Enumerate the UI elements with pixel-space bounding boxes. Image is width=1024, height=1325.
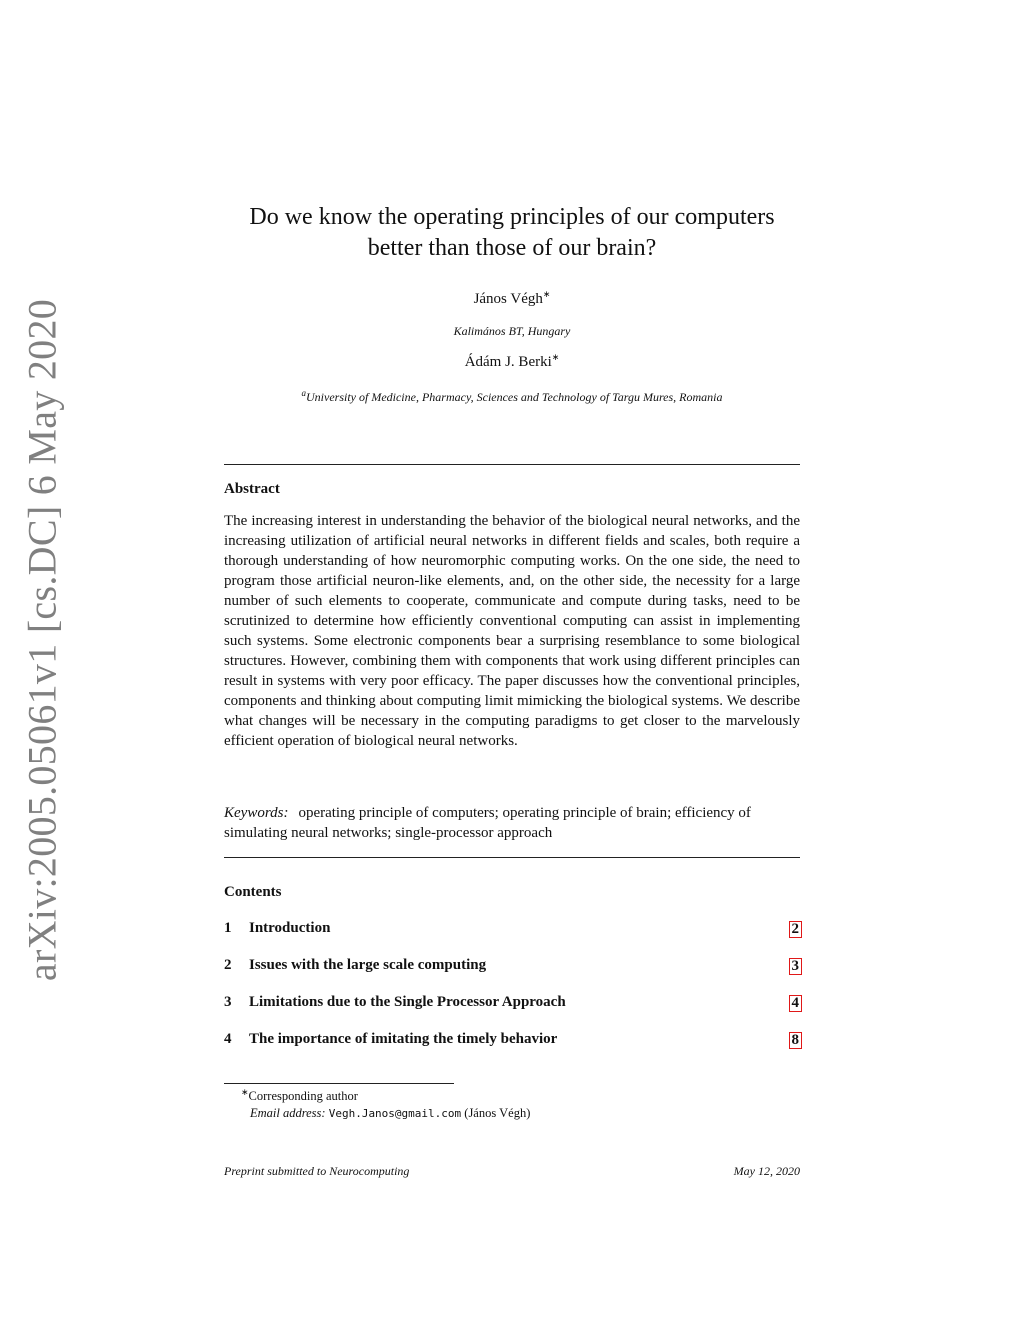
author-2-marker: ∗ xyxy=(551,352,560,362)
toc-entry-introduction[interactable] xyxy=(224,920,804,957)
keywords-text: operating principle of computers; operating principle of brain; efficiency of simulating neural networks; single-processor approach xyxy=(224,805,751,841)
toc-page-link[interactable]: 4 xyxy=(789,995,803,1012)
toc-entry-single-processor-approach[interactable] xyxy=(224,994,804,1031)
toc-number: 4 xyxy=(224,1031,232,1047)
author-1 xyxy=(0,291,1024,308)
abstract-text: The increasing interest in understanding the behavior of the biological neural networks, and the increasing utilization of artificial neural networks in different fields and scales, both require a thorough understanding of how neuromorphic computing works. On the one side, the need to program those artificial neuron-like elements, and, on the other side, the necessity for a large number of such elements to cooperate, communicate and compute during tasks, need to be scrutinized to determine how efficiently conventional computing can assist in implementing such systems. Some electronic components bear a surprising resemblance to some biological structures. However, combining them with components that work using different principles can result in systems with very poor efficacy. The paper discusses how the conventional principles, components and thinking about computing limit mimicking the biological systems. We describe what changes will be necessary in the computing paradigms to get closer to the marvelously efficient operation of biological neural networks. xyxy=(224,513,800,749)
email-link[interactable]: Vegh.Janos@gmail.com xyxy=(328,1107,462,1120)
footnote-corresponding: ∗Corresponding author xyxy=(241,1086,358,1103)
toc-number: 3 xyxy=(224,994,232,1010)
toc-page-link[interactable]: 2 xyxy=(789,921,803,938)
toc-entry-timely-behavior[interactable] xyxy=(224,1031,804,1068)
toc-page-link[interactable]: 3 xyxy=(789,958,803,975)
author-2-affiliation-marker: a xyxy=(301,388,306,398)
toc-title: Limitations due to the Single Processor Approach xyxy=(249,994,566,1010)
title-line-2: better than those of our brain? xyxy=(367,235,657,261)
author-2-affiliation: $^a$University of Medicine, Pharmacy, Sciences and Technology of Targu Mures, Romania xyxy=(301,388,723,404)
title-line-1: Do we know the operating principles of our computers xyxy=(249,204,775,230)
contents-heading: Contents xyxy=(224,884,282,900)
author-1-marker: ∗ xyxy=(542,289,551,299)
toc-number: 1 xyxy=(224,920,232,936)
toc-entry-large-scale-computing[interactable] xyxy=(224,957,804,994)
author-1-affiliation: Kalimános BT, Hungary xyxy=(453,324,571,338)
paper-title xyxy=(160,202,864,264)
keywords-label: Keywords: xyxy=(224,805,289,821)
abstract-bottom-rule xyxy=(224,857,800,858)
email-owner: (János Végh) xyxy=(464,1106,531,1120)
author-2 xyxy=(0,354,1024,371)
abstract-top-rule xyxy=(224,464,800,465)
footnote-rule xyxy=(224,1083,454,1084)
email-label: Email address: xyxy=(250,1106,326,1120)
footnote-email xyxy=(224,1105,800,1122)
keywords xyxy=(224,803,800,843)
toc-page-link[interactable]: 8 xyxy=(789,1032,803,1049)
table-of-contents xyxy=(224,920,804,1068)
footer-date: May 12, 2020 xyxy=(733,1164,800,1178)
footnote-marker: ∗ xyxy=(241,1086,249,1097)
footnote xyxy=(224,1088,800,1122)
footer-preprint-note: Preprint submitted to Neurocomputing xyxy=(224,1164,410,1178)
abstract-heading: Abstract xyxy=(224,481,280,497)
toc-title: The importance of imitating the timely behavior xyxy=(249,1031,558,1047)
toc-number: 2 xyxy=(224,957,232,973)
author-2-name: Ádám J. Berki xyxy=(464,354,552,370)
toc-title: Issues with the large scale computing xyxy=(249,957,487,973)
toc-title: Introduction xyxy=(249,920,331,936)
author-1-name: János Végh xyxy=(473,291,543,307)
arxiv-identifier[interactable]: arXiv:2005.05061v1 [cs.DC] 6 May 2020 xyxy=(19,298,65,982)
